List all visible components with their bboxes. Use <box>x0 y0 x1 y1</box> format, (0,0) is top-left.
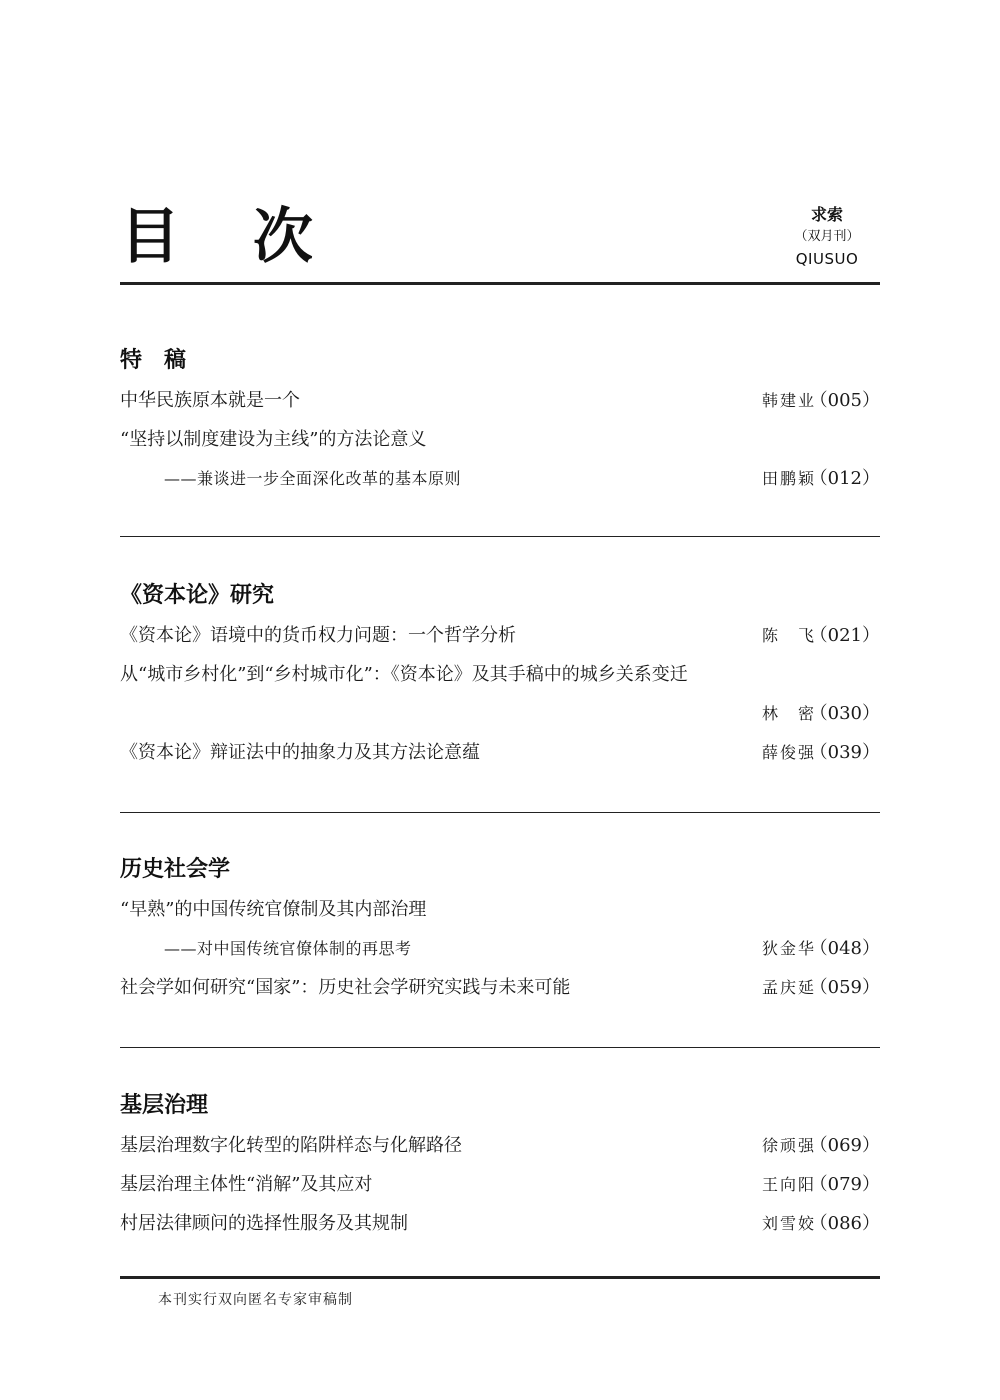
entry-page: （059） <box>809 977 880 998</box>
toc-entry-continuation[interactable] <box>120 699 880 729</box>
journal-name: 求索 <box>810 205 843 224</box>
section-title: 《资本论》研究 <box>120 583 275 608</box>
section-divider <box>120 812 880 813</box>
entry-author: 薛俊强 <box>762 743 817 762</box>
entry-page: （048） <box>809 938 880 959</box>
entry-author: 孟庆延 <box>762 978 817 997</box>
entry-author: 王向阳 <box>762 1175 817 1194</box>
entry-author: 田鹏颖 <box>762 469 817 488</box>
entry-title: 《资本论》语境中的货币权力问题：一个哲学分析 <box>120 625 516 646</box>
toc-entry[interactable] <box>120 738 880 768</box>
journal-frequency: （双月刊） <box>794 229 860 244</box>
section-title: 基层治理 <box>120 1093 209 1118</box>
section-title: 历史社会学 <box>120 857 231 882</box>
entry-page: （005） <box>809 390 880 411</box>
entry-page: （079） <box>809 1174 880 1195</box>
toc-entry[interactable] <box>120 621 880 651</box>
toc-entry[interactable] <box>120 973 880 1003</box>
entry-title: 中华民族原本就是一个 <box>120 390 300 411</box>
entry-title: 从“城市乡村化”到“乡村城市化”：《资本论》及其手稿中的城乡关系变迁 <box>120 664 688 685</box>
entry-author: 韩建业 <box>762 391 817 410</box>
entry-author: 徐顽强 <box>762 1136 817 1155</box>
entry-title: 村居法律顾问的选择性服务及其规制 <box>120 1213 408 1234</box>
entry-subtitle: ——兼谈进一步全面深化改革的基本原则 <box>164 469 462 488</box>
toc-entry-subtitle[interactable] <box>120 934 880 964</box>
toc-header <box>120 200 880 290</box>
toc-entry-subtitle[interactable] <box>120 464 880 494</box>
entry-author: 林 密 <box>762 704 817 723</box>
toc-entry[interactable] <box>120 386 880 416</box>
toc-entry[interactable] <box>120 660 880 690</box>
toc-entry[interactable] <box>120 1131 880 1161</box>
entry-page: （012） <box>809 468 880 489</box>
entry-author: 刘雪姣 <box>762 1214 817 1233</box>
entry-page: （086） <box>809 1213 880 1234</box>
journal-masthead <box>782 204 872 270</box>
entry-page: （069） <box>809 1135 880 1156</box>
entry-author: 狄金华 <box>762 939 817 958</box>
review-policy-note: 本刊实行双向匿名专家审稿制 <box>158 1292 353 1308</box>
footer-divider <box>120 1276 880 1279</box>
entry-subtitle: ——对中国传统官僚体制的再思考 <box>164 939 412 958</box>
section-title: 特 稿 <box>120 348 187 373</box>
section-divider <box>120 1047 880 1048</box>
entry-title: 《资本论》辩证法中的抽象力及其方法论意蕴 <box>120 742 480 763</box>
entry-page: （021） <box>809 625 880 646</box>
entry-page: （030） <box>809 703 880 724</box>
toc-entry[interactable] <box>120 895 880 925</box>
entry-title: 基层治理主体性“消解”及其应对 <box>120 1174 373 1195</box>
toc-entry[interactable] <box>120 425 880 455</box>
page-title: 目 次 <box>120 202 339 272</box>
toc-entry[interactable] <box>120 1170 880 1200</box>
entry-title: “早熟”的中国传统官僚制及其内部治理 <box>120 899 427 920</box>
entry-title: 社会学如何研究“国家”：历史社会学研究实践与未来可能 <box>120 977 571 998</box>
entry-author: 陈 飞 <box>762 626 817 645</box>
entry-page: （039） <box>809 742 880 763</box>
entry-title: “坚持以制度建设为主线”的方法论意义 <box>120 429 427 450</box>
table-of-contents-page <box>120 0 880 1400</box>
journal-english-name: QIUSUO <box>795 250 859 268</box>
entry-title: 基层治理数字化转型的陷阱样态与化解路径 <box>120 1135 462 1156</box>
toc-entry[interactable] <box>120 1209 880 1239</box>
header-divider <box>120 282 880 285</box>
section-divider <box>120 536 880 537</box>
